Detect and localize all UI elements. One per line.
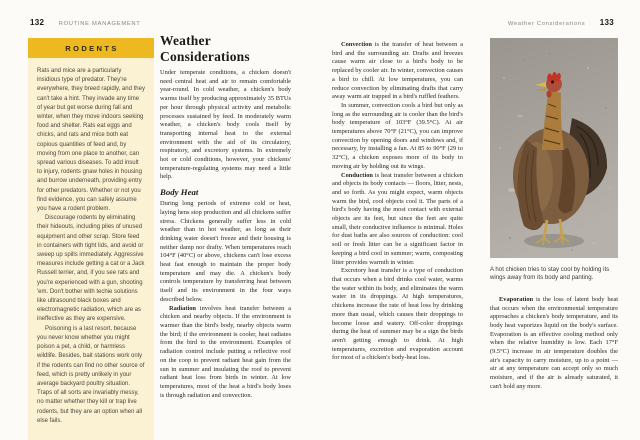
article-column-1 <box>160 33 291 400</box>
evaporation-paragraph <box>490 296 618 392</box>
chicken-wattle <box>546 90 551 97</box>
conduction-lead: Conduction <box>341 171 373 179</box>
rodents-paragraph-2: Discourage rodents by eliminating their hideouts, including piles of unused equipment and other scrap. Store feed in containers with tight lids, and avoid or sweep up spills immediately. Aggressive measures include getting a cat or a Jack Russell terrier, and, if you see rats and you're experienced with a gun, shooting 'em. Don't bother with techie solutions like ultrasound black boxes and electromagnetic radiation, which are as ineffective as they are expensive. <box>37 215 145 323</box>
conduction-paragraph <box>332 172 463 268</box>
article-intro-paragraph: Under temperate conditions, a chicken doesn't need central heat and air to remain comfortable year-round. In cold weather, a chicken's body warms itself by producing approximately 35 BTUs per hour through physical activity and metabolic processes sustained by feed. In moderately warm weather, a chicken's body cools itself by transporting internal heat to the external environment with the aid of its circulatory, respiratory, and excretory systems. In extremely hot or cold conditions, however, your chickens' temperature-regulating systems may need a little help. <box>160 69 291 181</box>
left-running-head: ROUTINE MANAGEMENT <box>58 21 141 27</box>
radiation-lead: Radiation <box>169 304 196 312</box>
right-page-header <box>508 12 614 30</box>
rodents-sidebar <box>28 38 154 440</box>
convection-lead: Convection <box>341 41 372 48</box>
convection-paragraph <box>332 41 463 102</box>
chicken-photo-image <box>490 38 618 258</box>
chicken-photo <box>490 38 618 258</box>
body-heat-paragraph: During long periods of extreme cold or heat, laying hens stop production and all chickens suffer stress. Chickens generally suffer less in cold weather than in hot weather, as long as their drinking water doesn't freeze and their housing is neither damp nor drafty. When temperatures reach 104°F (40°C) or above, chickens can't lose excess heat fast enough to maintain the proper body temperature and may die. A chicken's body controls temperature by transferring heat between itself and its environment in the four ways described below. <box>160 200 291 303</box>
excretory-paragraph: Excretory heat transfer is a type of conduction that occurs when a bird drinks cool water, warms the water within its body, and eliminates the warm water in its droppings. At high temperatures, chickens increase the rate of heat loss by drinking more than usual, which causes their droppings to become loose and watery. Off-color droppings during the heat of summer may be a sign the birds aren't getting enough to drink. At high temperatures, excretion and evaporation account for most of a chicken's body-heat loss. <box>332 267 463 362</box>
right-page-number: 133 <box>599 18 614 27</box>
photo-column <box>490 38 618 398</box>
right-running-head: Weather Considerations <box>507 21 586 27</box>
chicken-eye <box>551 81 554 84</box>
rodents-paragraph-3: Poisoning is a last resort, because you never know whether you might poison a pet, a child, or harmless wildlife. Besides, bait stations work only if the rodents can find no other source of feed, which is pretty unlikely in your average backyard poultry situation. Traps of all sorts are invariably messy, no matter whether they kill or trap live rodents, but they are an option when all else fails. <box>37 325 145 424</box>
evaporation-text: is the loss of latent body heat that occurs when the environmental temperature approaches a chicken's body temperature, and its body heat vaporizes liquid on the body's surface. Evaporation is an effective cooling method only when the relative humidity is low. Each 17°F (9.5°C) increase in air temperature doubles the air's capacity to carry moisture, up to a point — air at any temperature can accept only so much moisture, and if the air is already saturated, it can't hold any more. <box>490 295 618 390</box>
radiation-text: involves heat transfer between a chicken and nearby objects. If the environment is warmer than the bird's body, nearby objects warm the bird; if the environment is cooler, heat radiates from the bird to the environment. Examples of radiation control include putting a reflective roof on the coop to prevent radiant heat gain from the sun in summer and insulating the roof to prevent radiant heat loss from birds in winter. At low temperatures, most of the heat a bird's body loses is through radiation and convection. <box>160 304 291 399</box>
evaporation-lead: Evaporation <box>499 295 534 303</box>
convection-text: is the transfer of heat between a bird and the surrounding air. Drafts and breezes cause warm air close to a bird's body to be replaced by cooler air. In winter, convection causes a bird to chill. At low temperatures, you can reduce convection by eliminating drafts that carry away warm air trapped in a bird's ruffled feathers. <box>332 41 463 101</box>
chicken-shadow <box>524 234 584 248</box>
article-title: Weather Considerations <box>160 33 250 64</box>
conduction-text: is heat transfer between a chicken and objects its body contacts — floors, litter, nests, and so forth. As you might expect, warm objects warm the bird, cool objects cool it. The parts of a bird's body having the most contact with external objects are its feet, but since the feet are quite small, their conductive influence is minimal. Holes for dust baths are also sources of conduction: cool soil or fresh litter can be a significant factor in keeping a bird cool in summer; warm, composting litter provides warmth in winter. <box>332 171 463 266</box>
left-page-number: 132 <box>30 18 45 27</box>
rodents-sidebar-body <box>28 58 154 440</box>
article-column-2 <box>332 41 463 363</box>
rodents-paragraph-1: Rats and mice are a particularly insidious type of predator. They're everywhere, they breed rapidly, and they can't take a hint. They invade any time of year but get worse during fall and winter, when they move indoors seeking food and shelter. Rats eat eggs and chicks, and rats and mice both eat copious quantities of feed and, by moving from one place to another, can spread various diseases. To add insult to injury, rodents gnaw holes in housing and burrow underneath, providing entry for other predators. Whether or not you find evidence, you can safely assume you have a rodent problem. <box>37 68 145 213</box>
convection-paragraph-2: In summer, convection cools a bird but only as long as the surrounding air is cooler than the bird's body temperature of 103°F (39.5°C). At air temperatures above 70°F (21°C), you can improve convection by opening doors and windows and, if necessary, by installing a fan. At 85 to 90°F (29 to 32°C), a chicken exposes more of its body to moving air by holding out its wings. <box>332 101 463 170</box>
left-page-header <box>30 12 141 30</box>
body-heat-subheading: Body Heat <box>160 187 199 198</box>
rodents-sidebar-title: RODENTS <box>28 38 154 58</box>
radiation-paragraph <box>160 305 291 401</box>
photo-caption: A hot chicken tries to stay cool by holding its wings away from its body and panting. <box>490 266 610 282</box>
